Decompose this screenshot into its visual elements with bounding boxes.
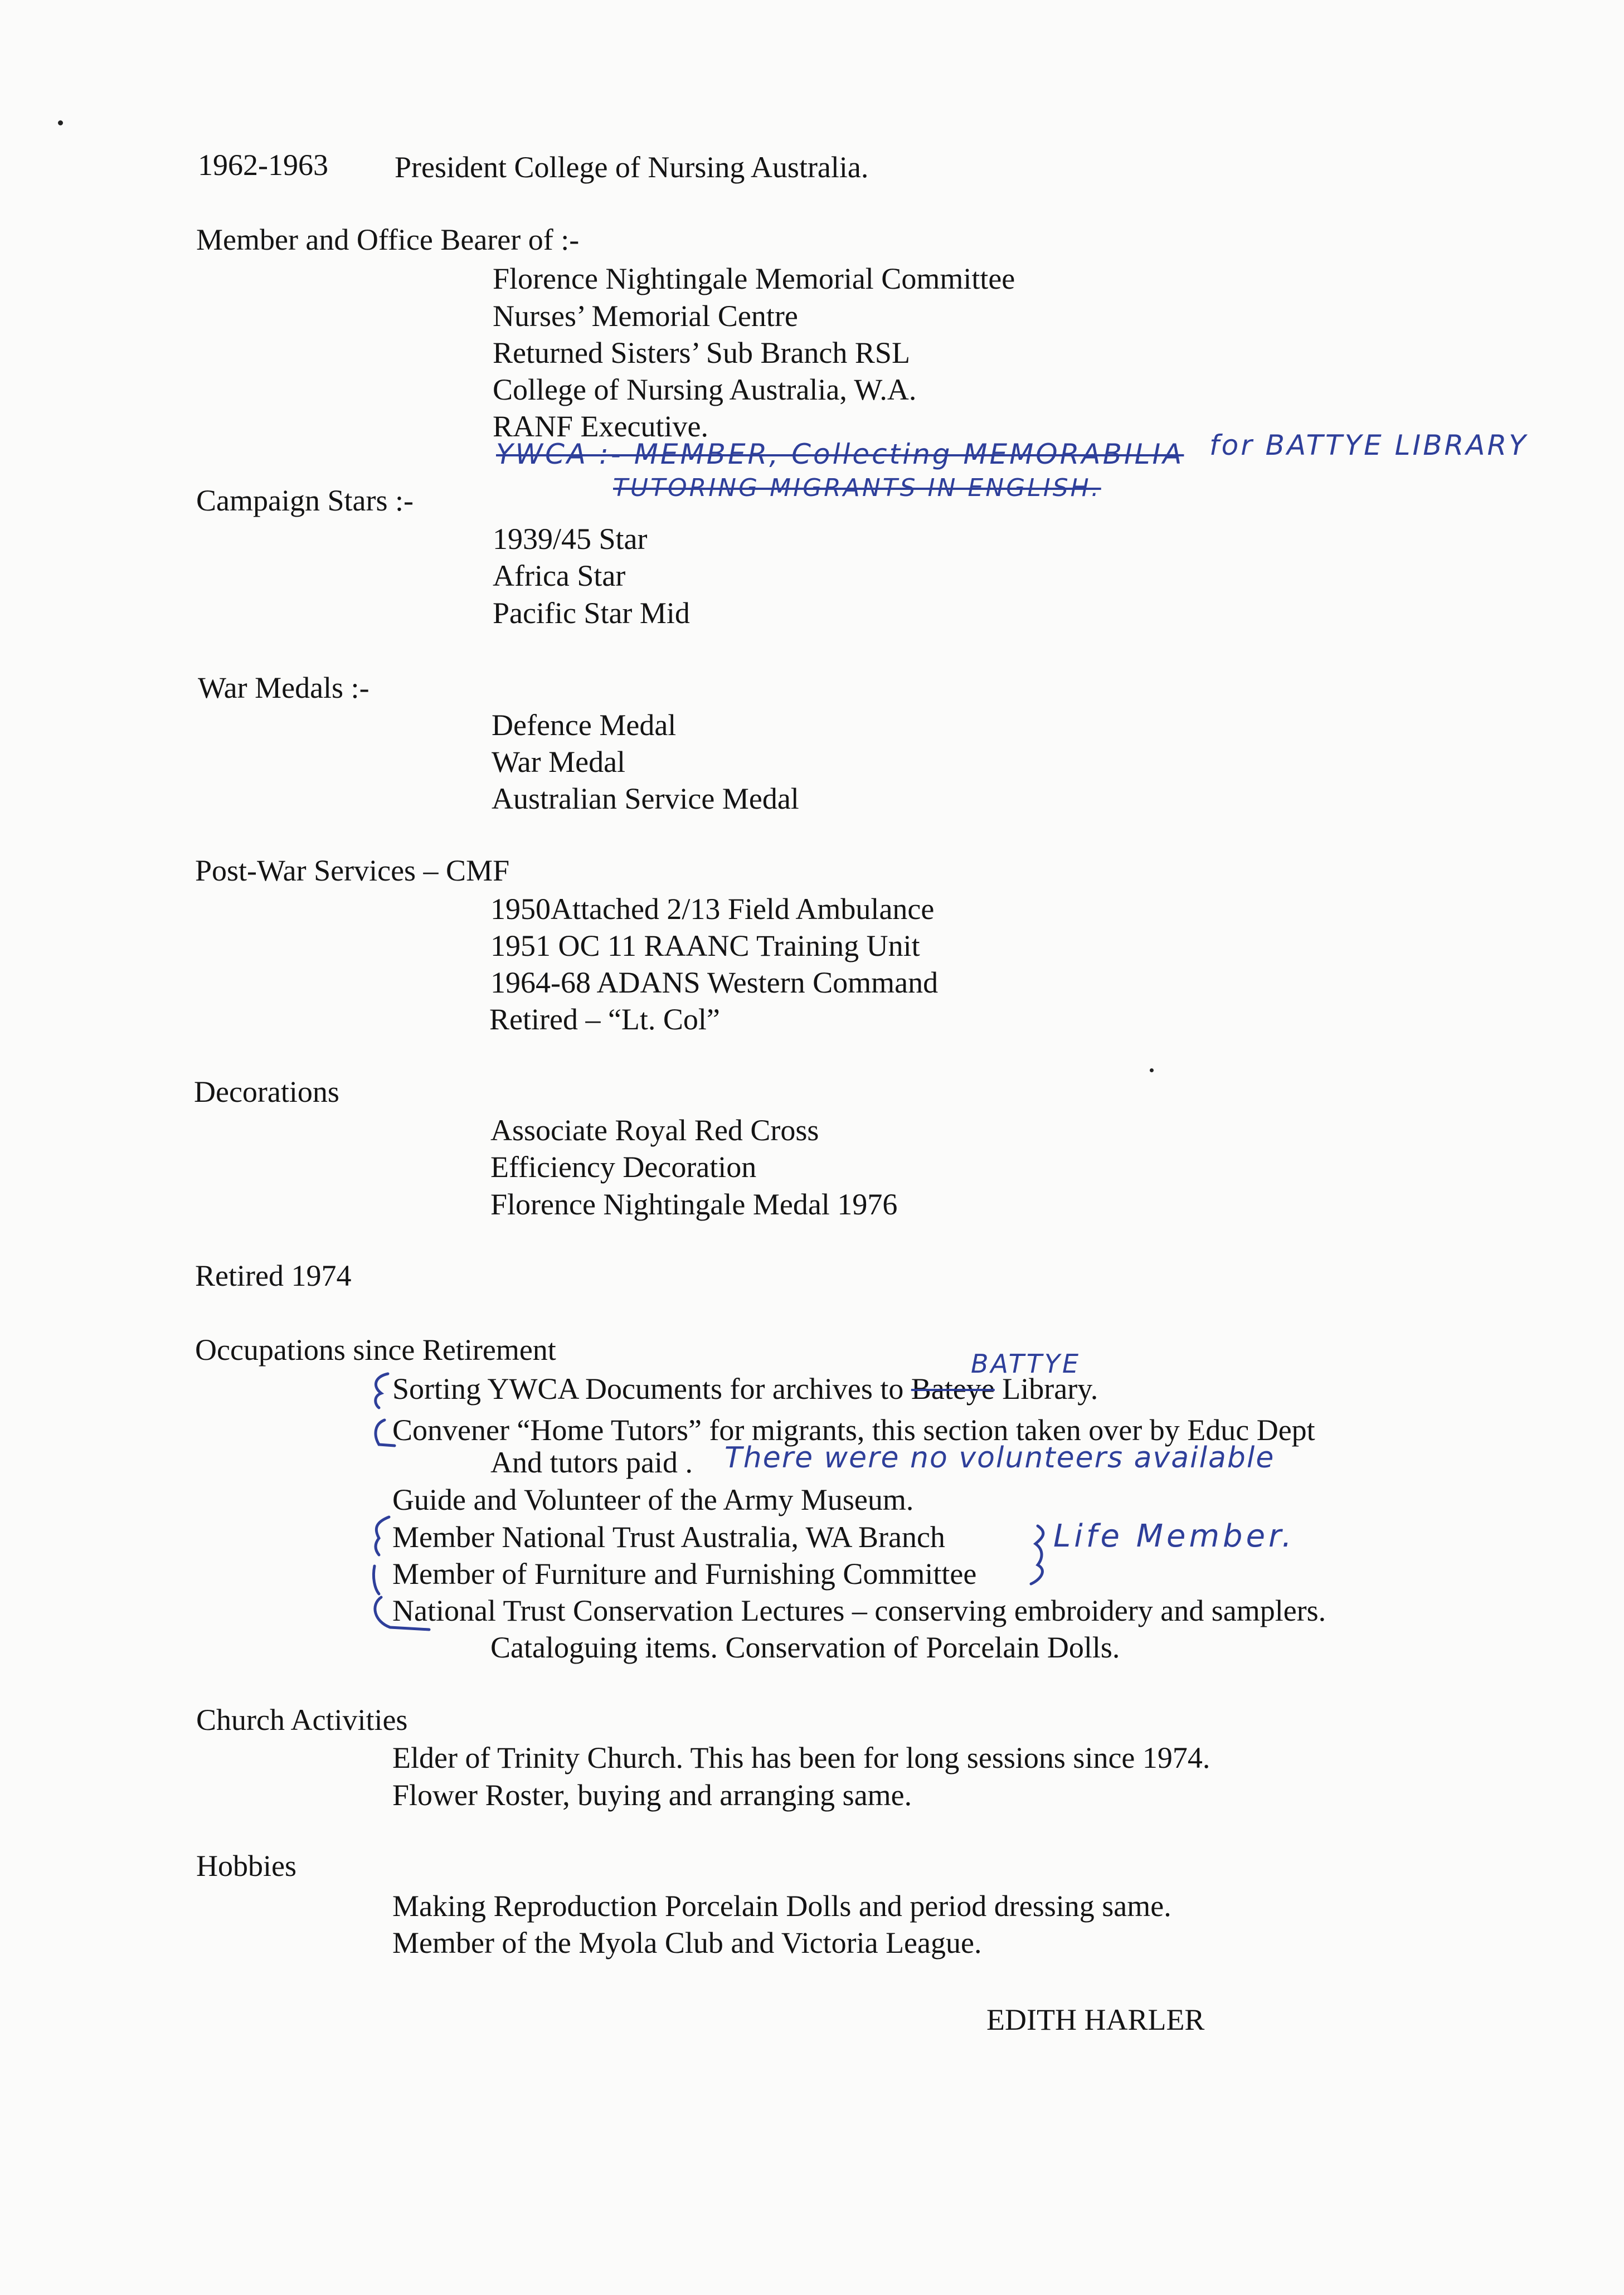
hobbies-heading: Hobbies (196, 1849, 296, 1883)
decoration-item: Florence Nightingale Medal 1976 (490, 1188, 898, 1221)
member-office-heading: Member and Office Bearer of :- (196, 223, 580, 256)
member-office-item: Nurses’ Memorial Centre (493, 299, 798, 333)
church-item: Flower Roster, buying and arranging same. (392, 1778, 912, 1812)
presidency-title: President College of Nursing Australia. (395, 150, 869, 184)
handwritten-annotation-ywca: YWCA :- MEMBER, Collecting MEMORABILIA (496, 438, 1184, 470)
war-medals-heading: War Medals :- (198, 671, 369, 704)
occupation-line-conservation-lectures: National Trust Conservation Lectures – conserving embroidery and samplers. (392, 1594, 1326, 1627)
member-office-item: RANF Executive. (493, 410, 708, 443)
campaign-star-item: 1939/45 Star (493, 522, 648, 556)
presidency-years: 1962-1963 (198, 148, 328, 182)
war-medal-item: Australian Service Medal (492, 782, 799, 815)
retired-line: Retired 1974 (195, 1259, 352, 1292)
occupation-line-furniture-committee: Member of Furniture and Furnishing Committee (392, 1557, 977, 1591)
handwritten-correction-battye: BATTYE (971, 1349, 1081, 1379)
decorations-heading: Decorations (194, 1075, 339, 1108)
occupation-line-army-museum: Guide and Volunteer of the Army Museum. (392, 1483, 914, 1516)
occupations-heading: Occupations since Retirement (195, 1333, 556, 1367)
occupation-line-tutors-paid: And tutors paid . (490, 1446, 693, 1479)
post-war-item: Retired – “Lt. Col” (489, 1003, 720, 1036)
occupation-line-national-trust: Member National Trust Australia, WA Branch (392, 1520, 945, 1554)
scan-speck (58, 120, 63, 125)
member-office-item: Florence Nightingale Memorial Committee (493, 262, 1015, 295)
hobby-item: Member of the Myola Club and Victoria League. (392, 1926, 982, 1959)
campaign-star-item: Pacific Star Mid (493, 596, 690, 630)
member-office-item: College of Nursing Australia, W.A. (493, 373, 917, 406)
occupation-line-cataloguing: Cataloguing items. Conservation of Porcelain Dolls. (490, 1631, 1120, 1664)
campaign-star-item: Africa Star (493, 559, 626, 592)
decoration-item: Efficiency Decoration (490, 1150, 757, 1184)
war-medal-item: Defence Medal (492, 708, 677, 742)
signature-name: EDITH HARLER (986, 2003, 1205, 2036)
occupation-line-sorting: Sorting YWCA Documents for archives to Bateye Library. (392, 1372, 1098, 1406)
post-war-item: 1950Attached 2/13 Field Ambulance (490, 892, 935, 926)
post-war-heading: Post-War Services – CMF (195, 854, 510, 887)
decoration-item: Associate Royal Red Cross (490, 1114, 819, 1147)
campaign-stars-heading: Campaign Stars :- (196, 484, 414, 517)
scan-speck (1150, 1068, 1154, 1072)
handwritten-note-volunteers: There were no volunteers available (725, 1441, 1275, 1475)
handwritten-note-life-member: Life Member. (1053, 1518, 1295, 1554)
post-war-item: 1964-68 ADANS Western Command (490, 966, 939, 999)
church-item: Elder of Trinity Church. This has been for long sessions since 1974. (392, 1741, 1210, 1774)
member-office-item: Returned Sisters’ Sub Branch RSL (493, 336, 910, 369)
church-heading: Church Activities (196, 1703, 408, 1737)
post-war-item: 1951 OC 11 RAANC Training Unit (490, 929, 920, 962)
occupation-line-convener: Convener “Home Tutors” for migrants, this section taken over by Educ Dept (392, 1413, 1315, 1447)
war-medal-item: War Medal (492, 745, 626, 779)
hobby-item: Making Reproduction Porcelain Dolls and period dressing same. (392, 1889, 1171, 1923)
handwritten-annotation-tutoring: TUTORING MIGRANTS IN ENGLISH. (613, 474, 1101, 502)
handwritten-annotation-battye-library: for BATTYE LIBRARY (1209, 429, 1528, 461)
